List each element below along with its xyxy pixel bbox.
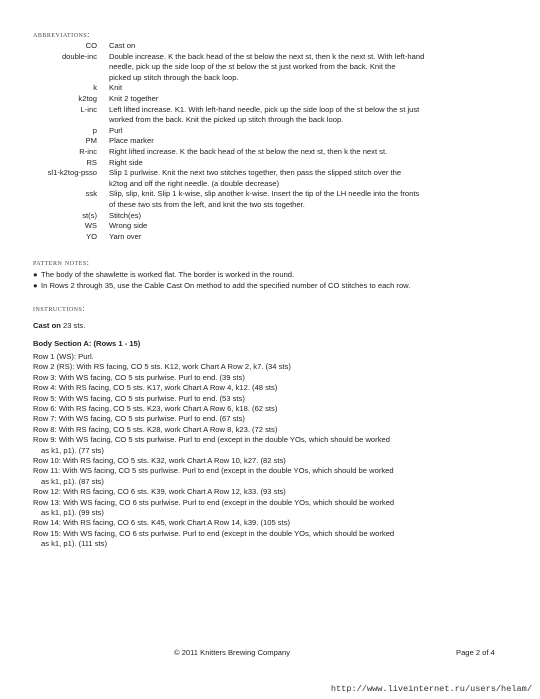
row-instruction: Row 10: With RS facing, CO 5 sts. K32, work Chart A Row 10, k27. (82 sts) [33,456,286,465]
definition-line: needle, pick up the side loop of the st below the st just worked from the back. Knit the [109,62,396,72]
row-instruction: Row 3: With WS facing, CO 5 sts purlwise. Purl to end. (39 sts) [33,372,245,382]
definition-line: Slip, slip, knit. Slip 1 k-wise, slip another k-wise. Insert the tip of the LH needle into the fronts [109,189,420,199]
definition-line: Purl [109,125,123,135]
abbreviation-definition [109,52,505,84]
row-instruction: Row 13: With WS facing, CO 6 sts purlwise. Purl to end (except in the double YOs, which should be worked [33,497,395,507]
cast-on-text: 23 sts. [60,321,86,330]
abbreviation-definition [109,221,505,232]
bullet-icon: ● [33,270,38,279]
abbreviation-definition [109,158,505,169]
pattern-note-text: In Rows 2 through 35, use the Cable Cast On method to add the specified number of CO stitches to each row. [41,280,411,290]
cast-on-label: Cast on [33,321,61,330]
abbreviation-term: ssk [85,189,97,199]
abbreviation-term: L-inc [80,104,97,114]
definition-line: Knit [109,83,123,93]
abbreviation-term: R-inc [79,147,97,156]
row-instruction: Row 12: With RS facing, CO 6 sts. K39, work Chart A Row 12, k33. (93 sts) [33,487,286,497]
row-instruction: Row 15: With WS facing, CO 6 sts purlwise. Purl to end (except in the double YOs, which should be worked [33,528,395,538]
definition-line: Slip 1 purlwise. Knit the next two stitches together, then pass the slipped stitch over the [109,168,402,178]
definition-line: picked up stitch through the back loop. [109,72,239,82]
footer-page-number: Page 2 of 4 [456,648,495,657]
abbreviation-definition [109,211,505,222]
abbreviation-term: sl1-k2tog-psso [47,168,97,178]
row-instruction: Row 11: With WS facing, CO 5 sts purlwise. Purl to end (except in the double YOs, which should be worked [33,466,394,476]
abbreviation-definition [109,232,505,243]
abbreviation-definition [109,94,505,105]
row-instruction: Row 9: With WS facing, CO 5 sts purlwise. Purl to end (except in the double YOs, which should be worked [33,435,390,445]
row-instruction: Row 5: With WS facing, CO 5 sts purlwise. Purl to end. (53 sts) [33,393,245,403]
abbreviations-heading: abbreviations: [33,30,90,39]
definition-line: Stitch(es) [109,210,142,220]
abbreviation-term: PM [85,136,97,146]
abbreviation-term: WS [84,221,97,231]
abbreviation-definition [109,83,505,94]
abbreviation-term: YO [86,231,97,241]
row-instruction: Row 8: With RS facing, CO 5 sts. K28, work Chart A Row 8, k23. (72 sts) [33,424,278,434]
definition-line: Wrong side [109,221,148,231]
definition-line: Right lifted increase. K the back head of the st below the next st, then k the next st. [109,147,388,156]
definition-line: Knit 2 together [109,94,159,103]
abbreviation-definition [109,126,505,137]
pattern-note-text: The body of the shawlette is worked flat. The border is worked in the round. [41,270,295,279]
abbreviation-definition [109,41,505,52]
definition-line: Right side [109,157,143,167]
abbreviation-definition [109,189,505,210]
row-instruction: Row 7: With WS facing, CO 5 sts purlwise. Purl to end. (67 sts) [33,414,245,424]
bullet-icon: ● [33,280,38,290]
definition-line: Double increase. K the back head of the st below the next st, then k the next st. With left-hand [109,51,425,61]
abbreviation-definition [109,168,505,189]
row-instruction: Row 14: With RS facing, CO 6 sts. K45, work Chart A Row 14, k39. (105 sts) [33,518,291,528]
abbreviation-term: RS [86,157,97,167]
definition-line: Place marker [109,136,154,146]
abbreviation-term: double-inc [61,51,97,61]
row-instruction: Row 2 (RS): With RS facing, CO 5 sts. K12, work Chart A Row 2, k7. (34 sts) [33,362,291,372]
definition-line: of these two sts from the left, and knit the two sts together. [109,199,305,209]
definition-line: Left lifted increase. K1. With left-hand needle, pick up the side loop of the st below the st just [109,104,420,114]
row-instruction: Row 4: With RS facing, CO 5 sts. K17, work Chart A Row 4, k12. (48 sts) [33,383,278,393]
row-instruction-continued: as k1, p1). (111 sts) [41,539,107,549]
row-instruction: Row 1 (WS): Purl. [33,352,94,361]
definition-line: k2tog and off the right needle. (a double decrease) [109,178,279,188]
row-instruction-continued: as k1, p1). (77 sts) [41,445,104,455]
abbreviation-term: k2tog [78,94,97,103]
abbreviation-definition [109,136,505,147]
pattern-note [33,270,513,281]
instructions-heading: instructions: [33,304,86,313]
cast-on-line [33,321,85,331]
definition-line: Cast on [109,41,136,50]
source-url: http://www.liveinternet.ru/users/helam/ [330,684,532,694]
abbreviation-term: k [93,83,97,93]
abbreviation-term: st(s) [82,210,97,220]
pattern-note [33,281,513,292]
row-instruction-continued: as k1, p1). (99 sts) [41,508,104,517]
abbreviation-term: CO [85,41,97,50]
abbreviation-term: p [92,125,97,135]
row-instruction-continued: as k1, p1). (87 sts) [41,476,104,486]
footer-copyright: © 2011 Knitters Brewing Company [174,648,291,657]
row-instruction: Row 6: With RS facing, CO 5 sts. K23, work Chart A Row 6, k18. (62 sts) [33,404,278,413]
abbreviation-definition [109,147,505,158]
definition-line: Yarn over [109,231,142,241]
section-title: Body Section A: (Rows 1 - 15) [33,339,141,348]
abbreviation-definition [109,105,505,126]
pattern-notes-heading: pattern notes: [33,258,90,267]
definition-line: worked from the back. Knit the picked up stitch through the back loop. [109,115,344,125]
